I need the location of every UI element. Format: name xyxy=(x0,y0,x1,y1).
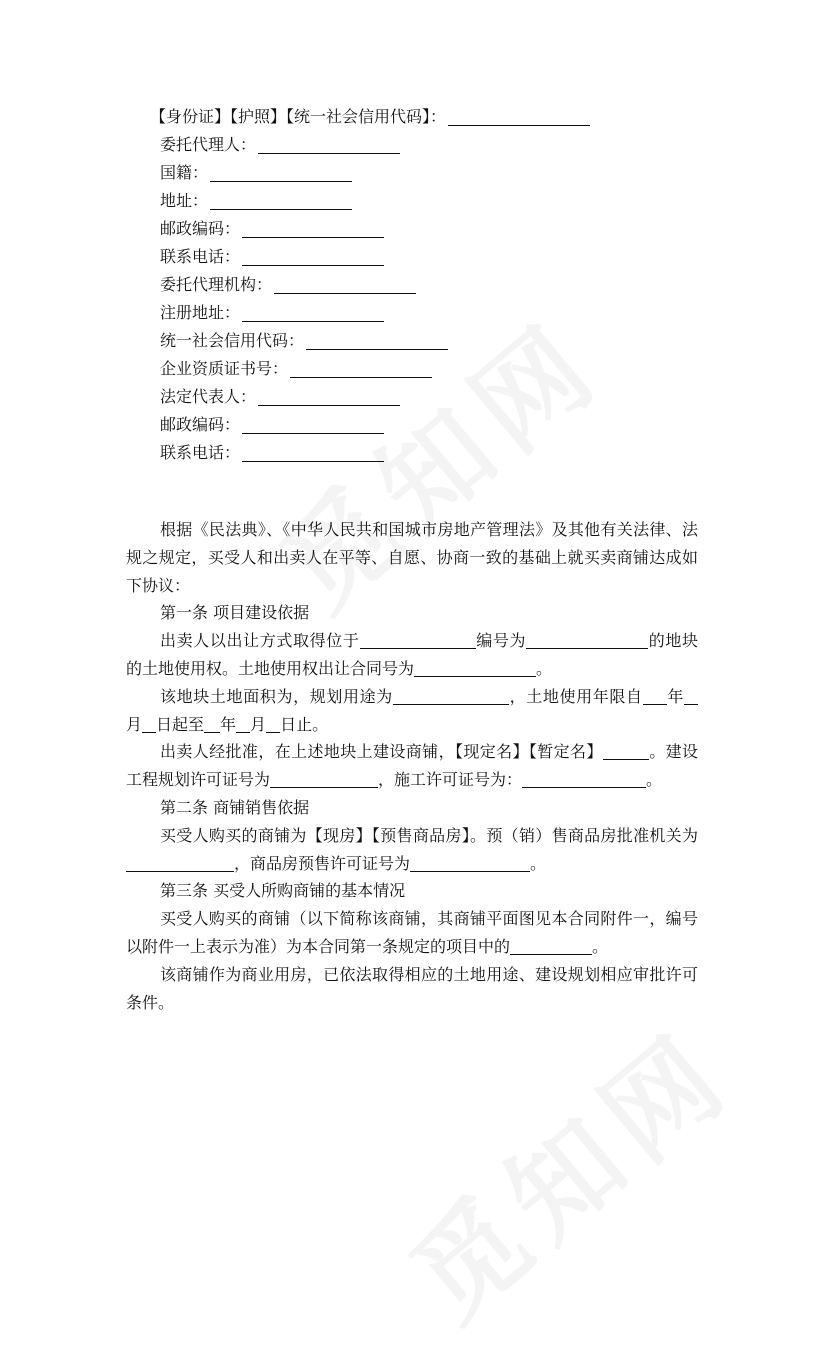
field-row xyxy=(0,383,830,411)
watermark xyxy=(373,989,760,1349)
blank-name[interactable] xyxy=(603,741,649,760)
field-row xyxy=(0,159,830,187)
article-3-paragraph-1: 买受人购买的商铺（以下简称该商铺，其商铺平面图见本合同附件一，编号以附件一上表示为准）为本合同第一条规定的项目中的 。 xyxy=(126,909,698,956)
field-label: 注册地址： xyxy=(160,303,241,322)
article-1-paragraph-3: 出卖人经批准，在上述地块上建设商铺，【现定名】【暂定名】 。建设工程规划许可证号为 ，施工许可证号为： 。 xyxy=(126,742,698,790)
field-label: 联系电话： xyxy=(160,247,241,266)
field-row xyxy=(0,187,830,215)
field-blank[interactable] xyxy=(290,357,432,378)
field-row xyxy=(0,327,830,355)
field-blank[interactable] xyxy=(210,189,352,210)
field-row xyxy=(0,271,830,299)
field-row xyxy=(0,439,830,467)
blank-month[interactable] xyxy=(236,714,250,733)
field-label: 联系电话： xyxy=(160,443,241,462)
party-info-fields xyxy=(0,103,830,467)
field-blank[interactable] xyxy=(274,273,416,294)
blank-year[interactable] xyxy=(204,714,220,733)
article-1-paragraph-1: 出卖人以出让方式取得位于 编号为 的地块的土地使用权。土地使用权出让合同号为 。 xyxy=(126,631,698,678)
blank-year[interactable] xyxy=(643,686,667,705)
blank-month[interactable] xyxy=(684,686,698,705)
field-blank[interactable] xyxy=(306,329,448,350)
field-blank[interactable] xyxy=(242,441,384,462)
article-2-title: 第二条 商铺销售依据 xyxy=(160,797,310,817)
article-3-paragraph-2: 该商铺作为商业用房，已依法取得相应的土地用途、建设规划相应审批许可条件。 xyxy=(126,964,698,1012)
blank-planning-permit[interactable] xyxy=(270,769,378,788)
intro-paragraph: 根据《民法典》、《中华人民共和国城市房地产管理法》及其他有关法律、法规之规定，买受人和出卖人在平等、自愿、协商一致的基础上就买卖商铺达成如下协议： xyxy=(126,520,698,595)
article-3-title: 第三条 买受人所购商铺的基本情况 xyxy=(160,881,406,901)
field-blank[interactable] xyxy=(258,133,400,154)
field-row xyxy=(0,103,830,131)
field-row xyxy=(0,411,830,439)
article-1-paragraph-2: 该地块土地面积为，规划用途为 ，土地使用年限自 年月 日起至 年 月 日止。 xyxy=(126,683,698,739)
field-label: 企业资质证书号： xyxy=(160,359,289,378)
blank-day[interactable] xyxy=(142,714,156,733)
blank-lot-number[interactable] xyxy=(526,630,648,649)
field-label: 邮政编码： xyxy=(160,415,241,434)
field-blank[interactable] xyxy=(210,161,352,182)
field-blank[interactable] xyxy=(242,217,384,238)
blank-location[interactable] xyxy=(360,630,476,649)
blank-contract-number[interactable] xyxy=(414,658,536,677)
field-label: 委托代理人： xyxy=(160,135,257,154)
field-blank[interactable] xyxy=(242,413,384,434)
field-row xyxy=(0,215,830,243)
blank-unit[interactable] xyxy=(510,936,592,955)
contract-body xyxy=(126,516,698,1016)
field-label: 地址： xyxy=(160,191,209,210)
field-label: 法定代表人： xyxy=(160,387,257,406)
blank-approval-authority[interactable] xyxy=(126,853,234,872)
field-label: 国籍： xyxy=(160,163,209,182)
field-label: 邮政编码： xyxy=(160,219,241,238)
field-blank[interactable] xyxy=(242,301,384,322)
blank-presale-permit[interactable] xyxy=(410,853,530,872)
field-row xyxy=(0,131,830,159)
field-row xyxy=(0,299,830,327)
field-label: 统一社会信用代码： xyxy=(160,331,305,350)
field-blank[interactable] xyxy=(258,385,400,406)
blank-usage[interactable] xyxy=(393,686,509,705)
field-label: 委托代理机构： xyxy=(160,275,273,294)
article-1-title: 第一条 项目建设依据 xyxy=(160,603,310,623)
article-2-paragraph-1: 买受人购买的商铺为【现房】【预售商品房】。预（销）售商品房批准机关为，商品房预售许可证号为 。 xyxy=(126,822,698,878)
field-row xyxy=(0,243,830,271)
field-label: 【身份证】【护照】【统一社会信用代码】： xyxy=(150,107,447,126)
blank-day[interactable] xyxy=(266,714,280,733)
field-blank[interactable] xyxy=(242,245,384,266)
blank-construction-permit[interactable] xyxy=(522,769,646,788)
field-row xyxy=(0,355,830,383)
field-blank[interactable] xyxy=(448,105,590,126)
